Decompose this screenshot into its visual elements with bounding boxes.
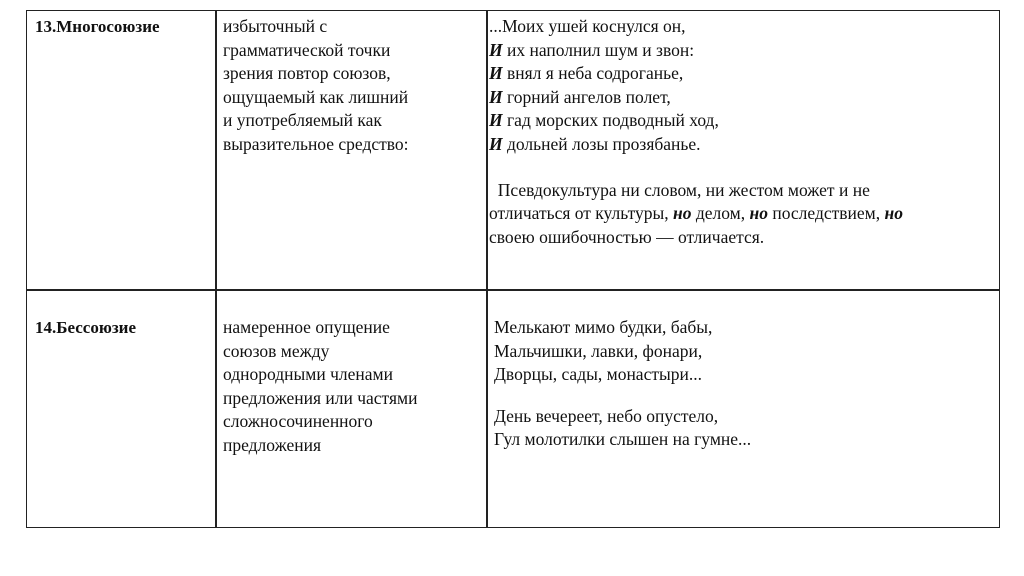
poem-line: Дворцы, сады, монастыри... bbox=[494, 364, 702, 385]
definition-line: зрения повтор союзов, bbox=[223, 63, 391, 84]
prose-line: Псевдокультура ни словом, ни жестом может и не bbox=[489, 179, 870, 200]
definition-line: сложносочиненного bbox=[223, 411, 373, 432]
conjunction-emphasis: но bbox=[884, 203, 903, 224]
poem-line: И внял я неба содроганье, bbox=[489, 63, 684, 84]
poem-line: И дольней лозы прозябанье. bbox=[489, 133, 701, 154]
term-polysyndeton bbox=[35, 15, 160, 39]
definition-line: однородными членами bbox=[223, 364, 393, 385]
poem-line: И гад морских подводный ход, bbox=[489, 110, 719, 131]
definition-line: союзов между bbox=[223, 340, 330, 361]
definition-line: предложения bbox=[223, 434, 322, 455]
row-divider bbox=[27, 289, 999, 291]
conjunction-emphasis: И bbox=[489, 39, 503, 60]
definition-polysyndeton bbox=[223, 15, 409, 157]
column-divider-1 bbox=[215, 11, 217, 527]
definition-line: предложения или частями bbox=[223, 387, 418, 408]
figures-table bbox=[26, 10, 1000, 528]
prose-line: своею ошибочностью — отличается. bbox=[489, 226, 765, 247]
poem-line: Гул молотилки слышен на гумне... bbox=[494, 429, 752, 450]
definition-line: избыточный с bbox=[223, 16, 328, 36]
example-polysyndeton bbox=[489, 15, 903, 249]
column-divider-2 bbox=[486, 11, 488, 527]
term-label: 14.Бессоюзие bbox=[35, 318, 136, 337]
conjunction-emphasis: И bbox=[489, 133, 503, 154]
definition-line: ощущаемый как лишний bbox=[223, 86, 409, 107]
prose-line: отличаться от культуры, но делом, но последствием, но bbox=[489, 203, 903, 224]
poem-line: Мелькают мимо будки, бабы, bbox=[494, 317, 713, 337]
conjunction-emphasis: И bbox=[489, 86, 503, 107]
definition-asyndeton bbox=[223, 316, 417, 458]
conjunction-emphasis: но bbox=[749, 203, 768, 224]
definition-line: выразительное средство: bbox=[223, 133, 409, 154]
poem-line: И горний ангелов полет, bbox=[489, 86, 671, 107]
conjunction-emphasis: И bbox=[489, 63, 503, 84]
poem-line: День вечереет, небо опустело, bbox=[494, 405, 719, 426]
conjunction-emphasis: но bbox=[673, 203, 692, 224]
poem-line: И их наполнил шум и звон: bbox=[489, 39, 695, 60]
definition-line: грамматической точки bbox=[223, 39, 391, 60]
definition-line: намеренное опущение bbox=[223, 317, 390, 337]
poem-line: Мальчишки, лавки, фонари, bbox=[494, 340, 703, 361]
poem-line: ...Моих ушей коснулся он, bbox=[489, 16, 686, 36]
example-asyndeton bbox=[494, 316, 751, 452]
definition-line: и употребляемый как bbox=[223, 110, 382, 131]
term-asyndeton bbox=[35, 316, 136, 340]
conjunction-emphasis: И bbox=[489, 110, 503, 131]
term-label: 13.Многосоюзие bbox=[35, 17, 160, 36]
